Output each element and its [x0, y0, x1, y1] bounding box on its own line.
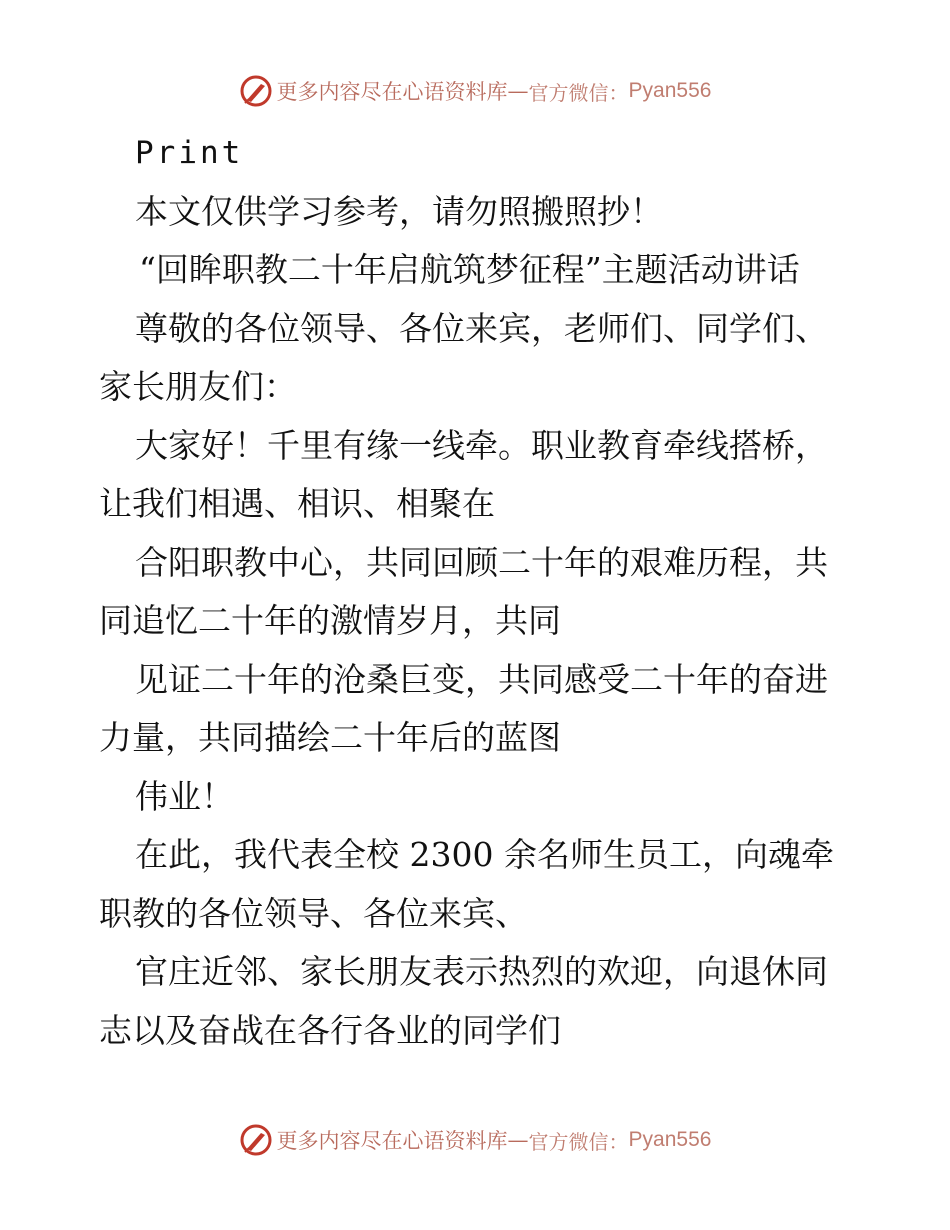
banner-wechat-id: Pyan556	[628, 1128, 712, 1151]
header-watermark-banner	[0, 71, 950, 111]
banner-dash: —	[507, 1128, 529, 1152]
banner-wechat-label: 官方微信：	[528, 80, 629, 105]
paragraph-4: 见证二十年的沧桑巨变，共同感受二十年的奋进力量，共同描绘二十年后的蓝图	[99, 659, 828, 757]
disclaimer-text: 本文仅供学习参考，请勿照搬照抄！	[135, 191, 663, 231]
banner-wechat-id: Pyan556	[628, 79, 712, 102]
banner-wechat-label: 官方微信：	[528, 1129, 629, 1154]
speech-title: “回眸职教二十年启航筑梦征程”主题活动讲话	[139, 250, 800, 289]
paragraph-2: 大家好！千里有缘一线牵。职业教育牵线搭桥，让我们相遇、相识、相聚在	[99, 425, 828, 523]
writing-quill-logo-icon	[239, 1123, 273, 1157]
banner-main-text: 更多内容尽在心语资料库	[276, 1129, 508, 1153]
banner-dash: —	[507, 79, 529, 103]
print-label: Print	[135, 135, 244, 171]
paragraph-7: 官庄近邻、家长朋友表示热烈的欢迎，向退休同志以及奋战在各行各业的同学们	[99, 952, 828, 1050]
footer-watermark-banner	[0, 1120, 950, 1160]
banner-main-text: 更多内容尽在心语资料库	[276, 80, 508, 104]
writing-quill-logo-icon	[239, 74, 273, 108]
paragraph-5: 伟业！	[135, 776, 234, 816]
paragraph-6: 在此，我代表全校 2300 余名师生员工，向魂牵职教的各位领导、各位来宾、	[99, 835, 834, 933]
paragraph-3: 合阳职教中心，共同回顾二十年的艰难历程，共同追忆二十年的激情岁月，共同	[99, 542, 828, 640]
document-body	[99, 124, 859, 1060]
paragraph-1: 尊敬的各位领导、各位来宾，老师们、同学们、家长朋友们：	[99, 308, 828, 406]
